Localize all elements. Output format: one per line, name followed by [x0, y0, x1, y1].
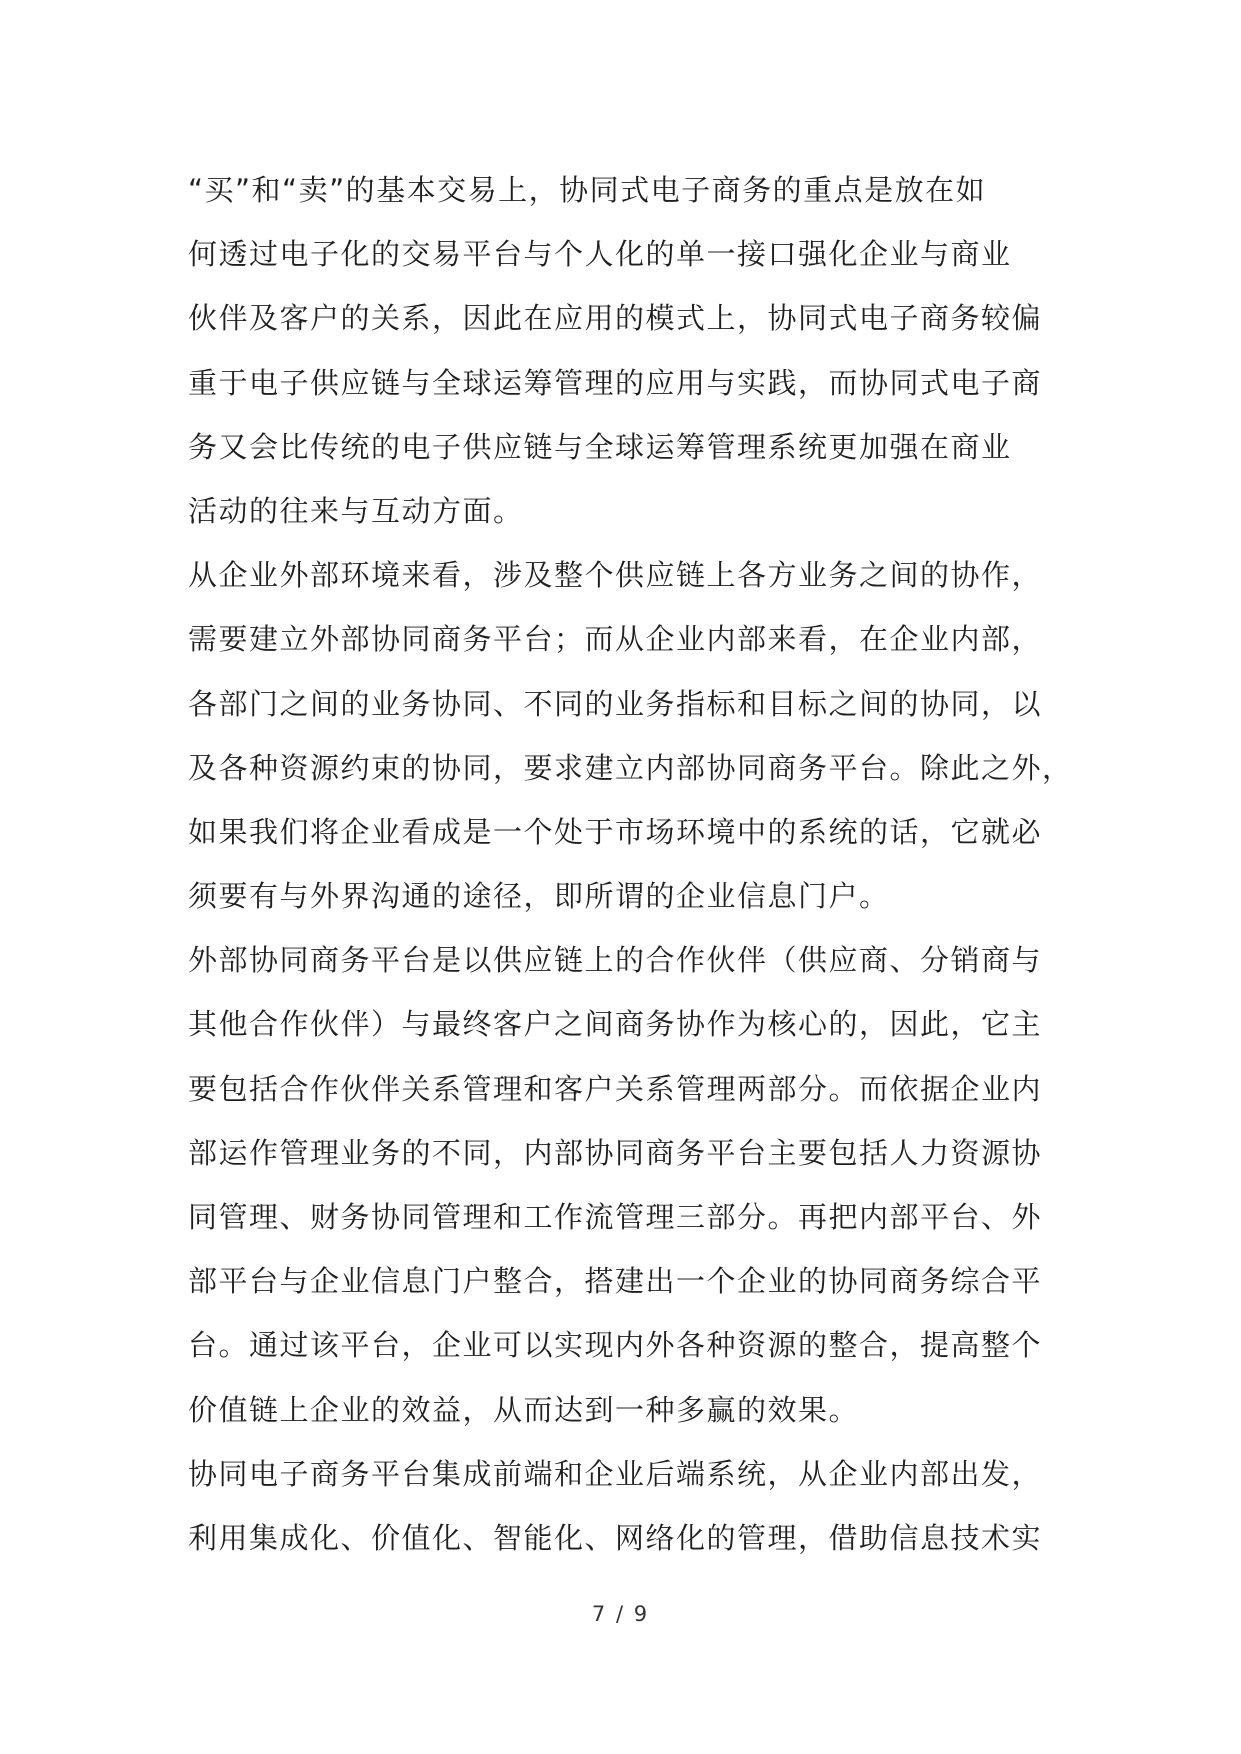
text-line: 协同电子商务平台集成前端和企业后端系统，从企业内部出发，: [188, 1456, 1043, 1491]
text-line: 各部门之间的业务协同、不同的业务指标和目标之间的协同，以: [188, 686, 1043, 721]
text-line: 重于电子供应链与全球运筹管理的应用与实践，而协同式电子商: [188, 365, 1043, 400]
text-line: 须要有与外界沟通的途径，即所谓的企业信息门户。: [188, 879, 890, 914]
paragraph-platform-composition: [188, 928, 1068, 1442]
text-line: 利用集成化、价值化、智能化、网络化的管理，借助信息技术实: [188, 1520, 1043, 1555]
text-line: 活动的往来与互动方面。: [188, 493, 524, 528]
text-line: 如果我们将企业看成是一个处于市场环境中的系统的话，它就必: [188, 814, 1043, 849]
text-line: 部平台与企业信息门户整合，搭建出一个企业的协同商务综合平: [188, 1264, 1043, 1299]
text-line: 从企业外部环境来看，涉及整个供应链上各方业务之间的协作，: [188, 558, 1043, 593]
text-line: 要包括合作伙伴关系管理和客户关系管理两部分。而依据企业内: [188, 1071, 1043, 1106]
text-line: 其他合作伙伴）与最终客户之间商务协作为核心的，因此，它主: [188, 1007, 1043, 1042]
text-line: 需要建立外部协同商务平台；而从企业内部来看，在企业内部，: [188, 622, 1043, 657]
document-body: [188, 158, 1073, 1570]
paragraph-collaborative-ecommerce-focus: [188, 158, 1068, 543]
paragraph-platform-integration: [188, 1442, 1068, 1570]
text-line: 何透过电子化的交易平台与个人化的单一接口强化企业与商业: [188, 237, 1012, 272]
text-line: 台。通过该平台，企业可以实现内外各种资源的整合，提高整个: [188, 1328, 1043, 1363]
text-line: 同管理、财务协同管理和工作流管理三部分。再把内部平台、外: [188, 1200, 1043, 1234]
text-line: 外部协同商务平台是以供应链上的合作伙伴（供应商、分销商与: [188, 943, 1043, 978]
paragraph-external-internal-environment: [188, 543, 1073, 928]
text-line: 价值链上企业的效益，从而达到一种多赢的效果。: [188, 1392, 860, 1427]
text-line: “买”和“卖”的基本交易上，协同式电子商务的重点是放在如: [188, 173, 987, 207]
text-line: 务又会比传统的电子供应链与全球运筹管理系统更加强在商业: [188, 429, 1012, 464]
text-line: 伙伴及客户的关系，因此在应用的模式上，协同式电子商务较偏: [188, 301, 1043, 336]
page-number: 7 / 9: [591, 1602, 650, 1626]
text-line: 部运作管理业务的不同，内部协同商务平台主要包括人力资源协: [188, 1135, 1043, 1170]
text-line: 及各种资源约束的协同，要求建立内部协同商务平台。除此之外，: [188, 750, 1073, 785]
